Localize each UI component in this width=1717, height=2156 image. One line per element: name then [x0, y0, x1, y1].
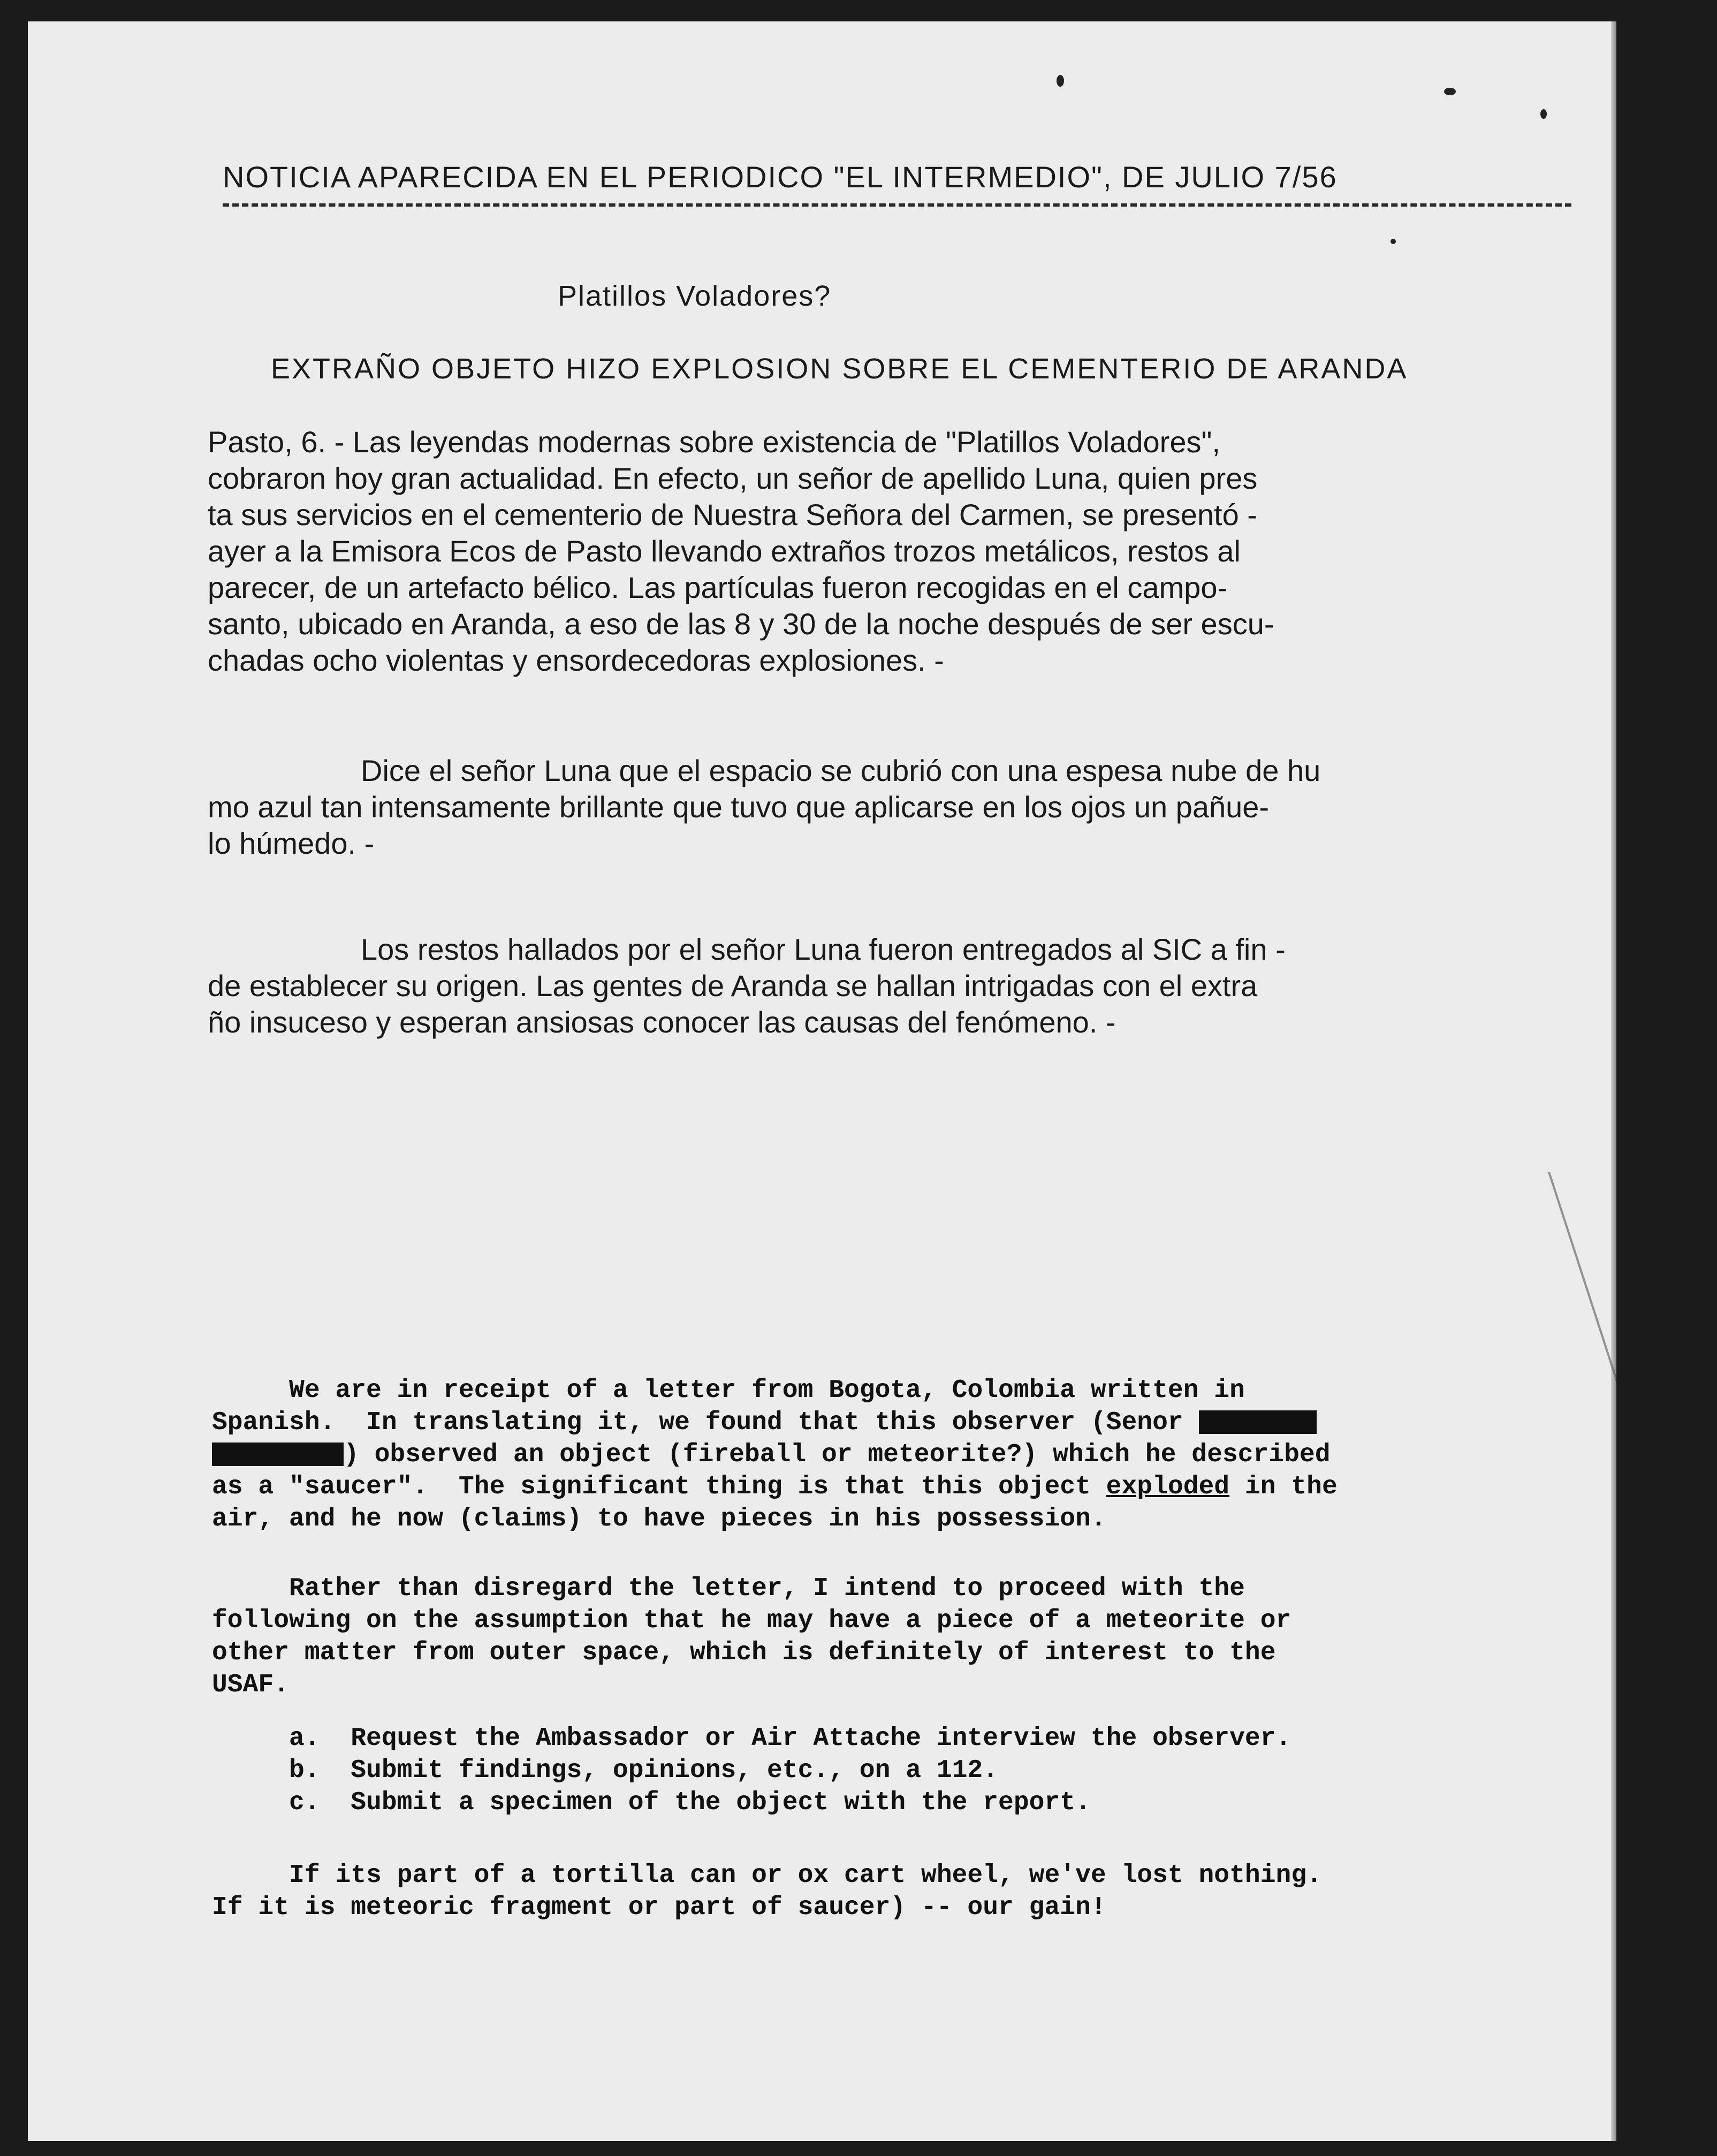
text-line: air, and he now (claims) to have pieces in his possession. — [212, 1505, 1106, 1534]
text-line: ño insuceso y esperan ansiosas conocer las causas del fenómeno. - — [208, 1005, 1116, 1039]
memo-paragraph-2 — [212, 1573, 1614, 1701]
speck — [1391, 239, 1396, 244]
memo-paragraph-4 — [212, 1859, 1614, 1924]
speck — [1057, 75, 1064, 87]
text-line: USAF. — [212, 1671, 290, 1699]
text-line: If its part of a tortilla can or ox cart wheel, we've lost nothing. — [212, 1861, 1322, 1890]
clipping-kicker: Platillos Voladores? — [558, 280, 832, 312]
text-line: other matter from outer space, which is definitely of interest to the — [212, 1638, 1276, 1667]
text-line: ayer a la Emisora Ecos de Pasto llevando extraños trozos metálicos, restos al — [208, 534, 1241, 568]
speck — [1444, 88, 1456, 95]
list-item: c. Submit a specimen of the object with the report. — [212, 1788, 1091, 1817]
text-line: Pasto, 6. - Las leyendas modernas sobre existencia de "Platillos Voladores", — [208, 425, 1220, 459]
text-line: Dice el señor Luna que el espacio se cubrió con una espesa nube de hu — [361, 754, 1321, 787]
text-line: Los restos hallados por el señor Luna fueron entregados al SIC a fin - — [361, 932, 1286, 966]
text-line — [212, 1407, 1614, 1439]
text-fragment: ) observed an object (fireball or meteorite?) which he described — [344, 1440, 1331, 1469]
text-fragment: Spanish. In translating it, we found that this observer (Senor — [212, 1408, 1199, 1437]
text-line: cobraron hoy gran actualidad. En efecto, un señor de apellido Luna, quien pres — [208, 461, 1258, 495]
text-line: mo azul tan intensamente brillante que tuvo que aplicarse en los ojos un pañue- — [208, 790, 1270, 824]
text-line: We are in receipt of a letter from Bogota, Colombia written in — [212, 1376, 1245, 1405]
document-page — [28, 21, 1616, 2141]
text-line: santo, ubicado en Aranda, a eso de las 8 y 30 de la noche después de ser escu- — [208, 607, 1274, 641]
text-line — [212, 1439, 1614, 1471]
memo-paragraph-1 — [212, 1375, 1614, 1535]
clipping-paragraph-2 — [208, 753, 1578, 862]
text-line: lo húmedo. - — [208, 826, 375, 860]
underlined-word: exploded — [1106, 1472, 1230, 1501]
text-fragment: in the — [1229, 1472, 1338, 1501]
clipping-header: NOTICIA APARECIDA EN EL PERIODICO "EL INTERMEDIO", DE JULIO 7/56 — [223, 160, 1338, 194]
clipping-paragraph-1 — [208, 424, 1578, 679]
text-line: chadas ocho violentas y ensordecedoras explosiones. - — [208, 643, 944, 677]
list-item: b. Submit findings, opinions, etc., on a 112. — [212, 1756, 999, 1785]
clipping-paragraph-3 — [208, 931, 1578, 1041]
text-line: Rather than disregard the letter, I intend to proceed with the — [212, 1574, 1245, 1603]
dashed-rule — [223, 203, 1571, 207]
clipping-headline: EXTRAÑO OBJETO HIZO EXPLOSION SOBRE EL CEMENTERIO DE ARANDA — [271, 353, 1408, 385]
memo-action-list — [212, 1722, 1614, 1819]
text-line: parecer, de un artefacto bélico. Las partículas fueron recogidas en el campo- — [208, 571, 1228, 604]
page-edge-shadow — [1611, 21, 1616, 2141]
text-line: ta sus servicios en el cementerio de Nuestra Señora del Carmen, se presentó - — [208, 498, 1257, 532]
redaction-bar — [1199, 1410, 1317, 1434]
text-line: following on the assumption that he may have a piece of a meteorite or — [212, 1606, 1291, 1635]
text-line: de establecer su origen. Las gentes de Aranda se hallan intrigadas con el extra — [208, 969, 1258, 1003]
speck — [1540, 109, 1547, 119]
text-fragment: as a "saucer". The significant thing is that this object — [212, 1472, 1106, 1501]
list-item: a. Request the Ambassador or Air Attache interview the observer. — [212, 1724, 1291, 1753]
redaction-bar — [212, 1443, 344, 1466]
text-line: If it is meteoric fragment or part of saucer) -- our gain! — [212, 1893, 1106, 1922]
text-line — [212, 1471, 1614, 1503]
paper-crease — [1548, 1172, 1616, 1386]
